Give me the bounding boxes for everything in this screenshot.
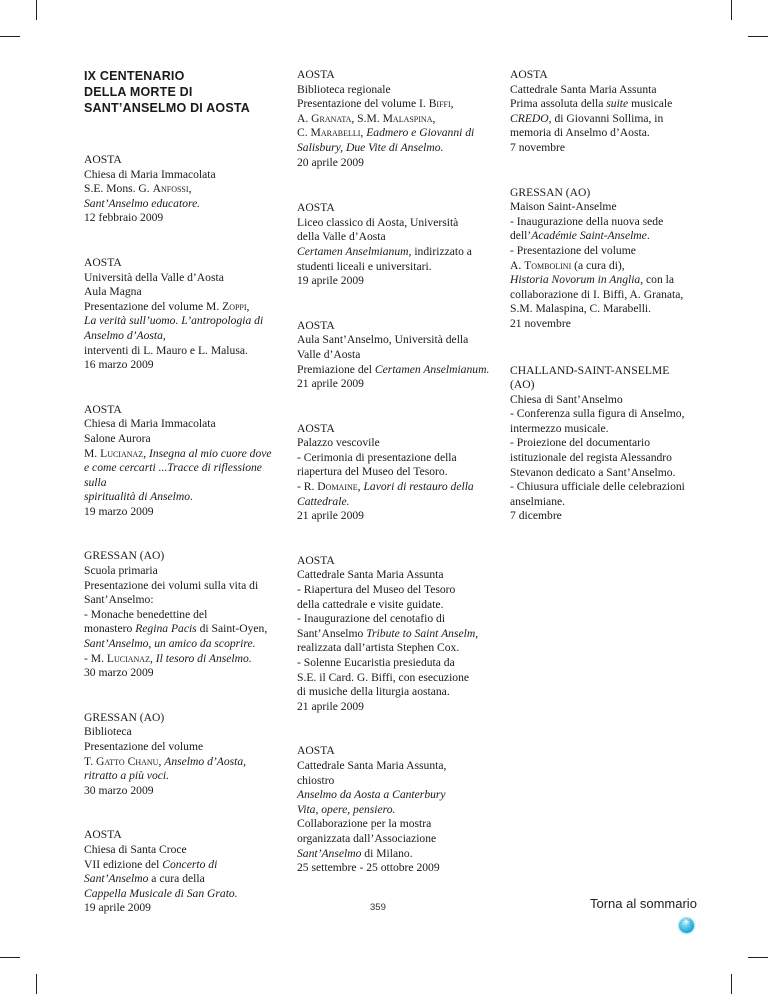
event-line: Prima assoluta della suite musicale [510, 97, 673, 111]
event-line: S.E. il Card. G. Biffi, con esecuzione [297, 670, 470, 684]
title-line-1: IX CENTENARIO [84, 69, 185, 83]
event-line: Sant’Anselmo: [84, 593, 154, 607]
event-speakers: interventi di L. Mauro e L. Malusa. [84, 343, 248, 357]
event-place: AOSTA [297, 553, 335, 567]
crop-mark [731, 0, 732, 20]
event-place: AOSTA [510, 68, 548, 81]
event-venue: Biblioteca regionale [297, 82, 391, 96]
event-date: 20 aprile 2009 [297, 155, 364, 169]
event-entry [297, 201, 502, 289]
event-line: - Riapertura del Museo del Tesoro [297, 583, 456, 597]
event-line: istituzionale del regista Alessandro [510, 451, 672, 465]
event-entry [84, 153, 284, 226]
event-line: S.E. Mons. G. Anfossi, [84, 182, 192, 196]
event-place: AOSTA [297, 318, 335, 332]
event-line: Collaborazione per la mostra [297, 817, 432, 831]
event-entry [297, 68, 502, 170]
event-place: AOSTA [84, 153, 122, 166]
event-line: - Inaugurazione del cenotafio di [297, 612, 446, 626]
event-venue: Biblioteca [84, 725, 132, 739]
event-title: La verità sull’uomo. L’antropologia di [84, 314, 264, 328]
event-line: Sant’Anselmo Tribute to Saint Anselm, [297, 626, 479, 640]
event-entry [297, 422, 502, 524]
crop-mark [731, 974, 732, 994]
event-date: 19 marzo 2009 [84, 504, 154, 518]
event-entry [510, 364, 705, 525]
event-entry [510, 186, 705, 332]
event-line: intermezzo musicale. [510, 421, 609, 435]
event-title: Vita, opere, pensiero. [297, 802, 396, 816]
column-2 [297, 68, 502, 906]
event-place: AOSTA [297, 421, 335, 435]
event-venue: Chiesa di Santa Croce [84, 842, 187, 856]
event-venue: Liceo classico di Aosta, Università [297, 215, 459, 229]
event-line: CREDO, di Giovanni Sollima, in [510, 111, 664, 125]
event-line: realizzata dall’artista Stephen Cox. [297, 641, 460, 655]
event-line: Presentazione dei volumi sulla vita di [84, 578, 259, 592]
event-venue: Cattedrale Santa Maria Assunta, [297, 758, 447, 772]
event-title: Sant’Anselmo educatore. [84, 196, 201, 210]
event-title: Anselmo da Aosta a Canterbury [297, 788, 446, 802]
event-date: 30 marzo 2009 [84, 666, 154, 680]
crop-mark [36, 974, 37, 994]
event-title: Cattedrale. [297, 494, 350, 508]
event-line: Sant’Anselmo a cura della [84, 872, 205, 886]
crop-mark [0, 36, 20, 37]
event-date: 7 dicembre [510, 509, 562, 523]
event-date: 25 settembre - 25 ottobre 2009 [297, 861, 440, 875]
event-line: studenti liceali e universitari. [297, 259, 432, 273]
event-venue: Scuola primaria [84, 564, 158, 578]
event-date: 21 novembre [510, 316, 571, 330]
event-title: Anselmo d’Aosta, [84, 328, 166, 342]
event-line: anselmiane. [510, 494, 566, 508]
crop-mark [748, 957, 768, 958]
event-entry [297, 554, 502, 715]
event-entry [84, 549, 284, 680]
event-line: monastero Regina Pacis di Saint-Oyen, [84, 622, 268, 636]
event-venue: Valle d’Aosta [297, 347, 361, 361]
title-line-3: SANT’ANSELMO DI AOSTA [84, 101, 251, 115]
event-entry [84, 828, 284, 916]
event-entry [84, 403, 284, 520]
event-line: - R. Domaine, Lavori di restauro della [297, 480, 474, 494]
event-line: A. Tombolini (a cura di), [510, 258, 625, 272]
event-title: Sant’Anselmo, un amico da scoprire. [84, 637, 256, 651]
event-date: 16 marzo 2009 [84, 358, 154, 372]
event-line: - Chiusura ufficiale delle celebrazioni [510, 480, 685, 494]
event-venue: Palazzo vescovile [297, 436, 380, 450]
event-entry [84, 256, 284, 373]
event-venue: Chiesa di Maria Immacolata [84, 167, 216, 181]
event-venue: Maison Saint-Anselme [510, 200, 617, 214]
event-line: della cattedrale e visite guidate. [297, 597, 444, 611]
event-line: - Solenne Eucaristia presieduta da [297, 656, 455, 669]
event-date: 30 marzo 2009 [84, 783, 154, 797]
event-place: AOSTA [297, 744, 335, 758]
event-line: M. Lucianaz, Insegna al mio cuore dove [84, 446, 272, 460]
event-line: - Cerimonia di presentazione della [297, 450, 457, 464]
event-line: Certamen Anselmianum, indirizzato a [297, 244, 472, 258]
back-to-contents-link[interactable]: Torna al sommario [590, 896, 697, 911]
event-entry [510, 68, 705, 156]
event-line: T. Gatto Chanu, Anselmo d’Aosta, [84, 754, 247, 768]
event-line: Stevanon dedicato a Sant’Anselmo. [510, 465, 676, 479]
event-line: - Presentazione del volume [510, 243, 636, 257]
event-title: spiritualità di Anselmo. [84, 490, 193, 504]
event-entry [84, 711, 284, 799]
event-line: VII edizione del Concerto di [84, 857, 218, 871]
event-line: - Inaugurazione della nuova sede [510, 214, 664, 228]
event-place: (AO) [510, 378, 535, 392]
event-title: e come cercarti ...Tracce di riflessione sulla [84, 461, 262, 489]
event-place: AOSTA [297, 68, 335, 81]
event-date: 7 novembre [510, 140, 566, 154]
event-room: Salone Aurora [84, 431, 151, 445]
event-venue: chiostro [297, 773, 335, 787]
asterisk-icon[interactable] [678, 917, 695, 934]
event-date: 12 febbraio 2009 [84, 211, 164, 225]
event-line: organizzata dall’Associazione [297, 831, 437, 845]
event-place: AOSTA [297, 201, 335, 215]
event-date: 19 aprile 2009 [297, 274, 364, 288]
crop-mark [36, 0, 37, 20]
event-place: GRESSAN (AO) [510, 185, 591, 199]
event-place: CHALLAND-SAINT-ANSELME [510, 363, 670, 377]
event-line: dell’Académie Saint-Anselme. [510, 229, 650, 243]
column-1 [84, 68, 284, 946]
event-entry [297, 319, 502, 392]
event-title: Cappella Musicale di San Grato. [84, 886, 238, 900]
event-venue: Chiesa di Maria Immacolata [84, 417, 216, 431]
event-line: Historia Novorum in Anglia, con la [510, 273, 675, 287]
event-entry [297, 744, 502, 875]
event-venue: della Valle d’Aosta [297, 230, 386, 244]
event-date: 21 aprile 2009 [297, 509, 364, 523]
page-number: 359 [370, 902, 386, 913]
event-line: Presentazione del volume [84, 740, 204, 753]
event-line: collaborazione di I. Biffi, A. Granata, [510, 287, 684, 301]
event-line: memoria di Anselmo d’Aosta. [510, 126, 650, 140]
event-date: 21 aprile 2009 [297, 699, 364, 713]
event-venue: Chiesa di Sant’Anselmo [510, 392, 623, 406]
event-line: Presentazione del volume I. Biffi, [297, 97, 454, 111]
event-line: - Conferenza sulla figura di Anselmo, [510, 407, 685, 421]
event-place: GRESSAN (AO) [84, 549, 165, 563]
event-line: Presentazione del volume M. Zoppi, [84, 299, 250, 313]
event-line: - M. Lucianaz, Il tesoro di Anselmo. [84, 651, 252, 665]
event-place: AOSTA [84, 255, 122, 269]
event-line: di musiche della liturgia aostana. [297, 685, 450, 699]
column-3 [510, 68, 705, 554]
event-venue: Cattedrale Santa Maria Assunta [297, 568, 444, 582]
event-line: Premiazione del Certamen Anselmianum. [297, 362, 490, 376]
event-place: AOSTA [84, 402, 122, 416]
title-line-2: DELLA MORTE DI [84, 85, 193, 99]
event-title: Salisbury, Due Vite di Anselmo. [297, 140, 444, 154]
event-title: ritratto a più voci. [84, 769, 170, 783]
event-line: Sant’Anselmo di Milano. [297, 846, 413, 860]
event-date: 19 aprile 2009 [84, 901, 151, 915]
event-line: riapertura del Museo del Tesoro. [297, 465, 448, 479]
event-venue: Aula Sant’Anselmo, Università della [297, 333, 469, 347]
event-line: C. Marabelli, Eadmero e Giovanni di [297, 126, 475, 140]
event-place: GRESSAN (AO) [84, 710, 165, 724]
event-place: AOSTA [84, 828, 122, 842]
event-line: S.M. Malaspina, C. Marabelli. [510, 302, 652, 316]
event-date: 21 aprile 2009 [297, 377, 364, 391]
event-venue: Cattedrale Santa Maria Assunta [510, 82, 657, 96]
event-venue: Università della Valle d’Aosta [84, 270, 224, 284]
event-room: Aula Magna [84, 285, 142, 299]
event-line: A. Granata, S.M. Malaspina, [297, 111, 436, 125]
event-line: - Proiezione del documentario [510, 436, 651, 450]
crop-mark [0, 957, 20, 958]
page-title [84, 68, 284, 116]
event-line: - Monache benedettine del [84, 607, 208, 621]
crop-mark [748, 36, 768, 37]
